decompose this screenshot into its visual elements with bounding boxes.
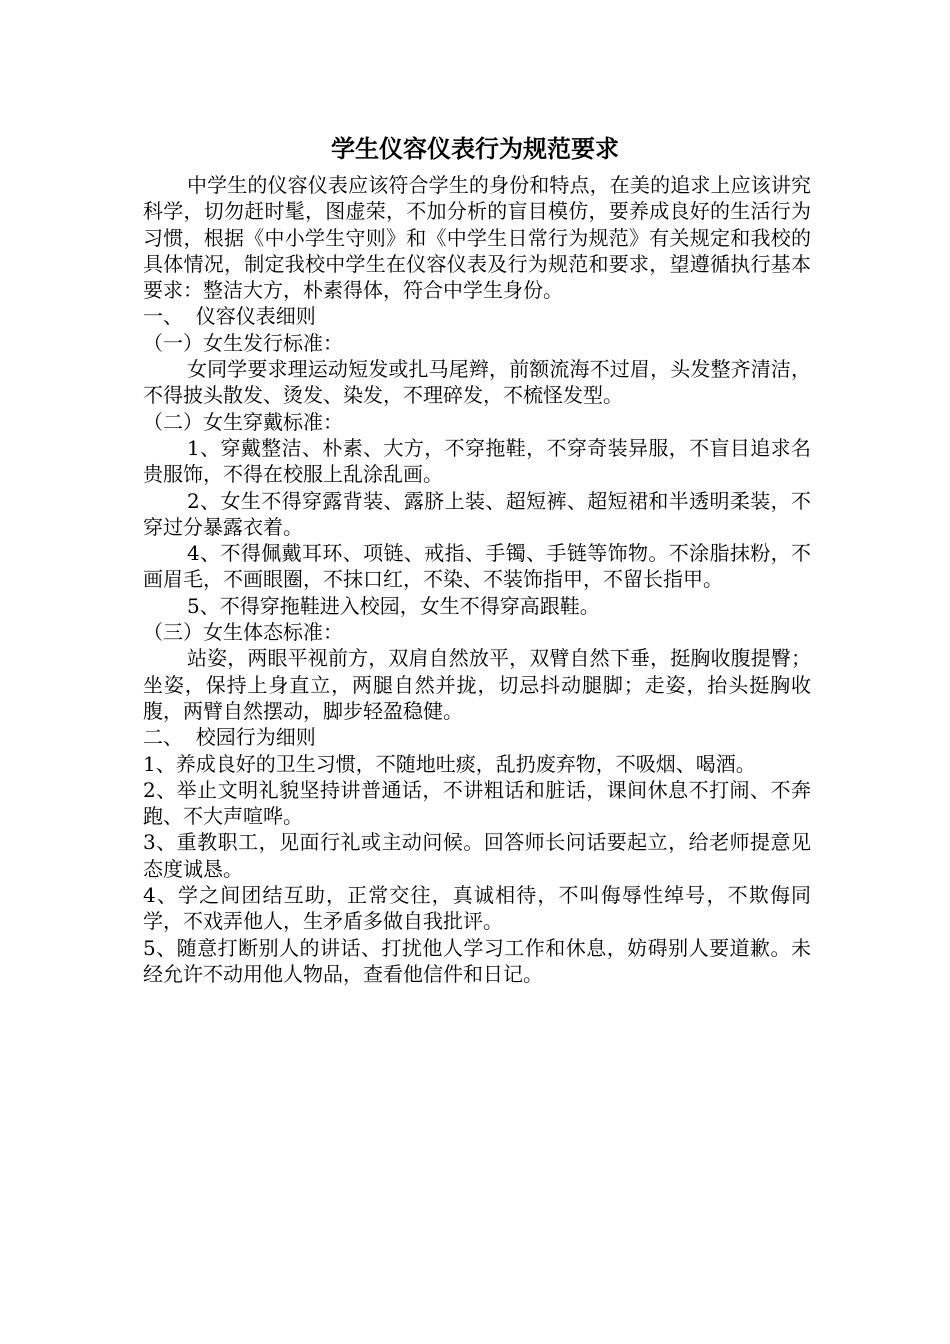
posture-standard-text: 站姿，两眼平视前方，双肩自然放平，双臂自然下垂，挺胸收腹提臀；坐姿，保持上身直立，两腿自然并拢，切忌抖动腿脚；走姿，抬头挺胸收腹，两臂自然摆动，脚步轻盈稳健。: [143, 646, 811, 723]
dress-item: 5、不得穿拖鞋进入校园，女生不得穿高跟鞋。: [187, 593, 600, 618]
section1-heading: 一、 仪容仪表细则: [143, 304, 316, 329]
hair-standard-heading: （一）女生发行标准：: [143, 330, 343, 355]
campus-rule-item: 1、养成良好的卫生习惯，不随地吐痰，乱扔废弃物，不吸烟、喝酒。: [143, 751, 756, 776]
posture-standard-heading: （三）女生体态标准：: [143, 620, 343, 645]
document-body: [143, 172, 811, 987]
campus-rule-item: 5、随意打断别人的讲话、打扰他人学习工作和休息，妨碍别人要道歉。未经允许不动用他人物品，查看他信件和日记。: [143, 935, 811, 986]
campus-rule-item: 4、学之间团结互助，正常交往，真诚相待，不叫侮辱性绰号，不欺侮同学，不戏弄他人，生矛盾多做自我批评。: [143, 883, 811, 934]
document-title: 学生仪容仪表行为规范要求: [331, 135, 619, 163]
intro-paragraph: 中学生的仪容仪表应该符合学生的身份和特点，在美的追求上应该讲究科学，切勿赶时髦，图虚荣，不加分析的盲目模仿，要养成良好的生活行为习惯，根据《中小学生守则》和《中学生日常行为规范》有关规定和我校的具体情况，制定我校中学生在仪容仪表及行为规范和要求，望遵循执行基本要求：整洁大方，朴素得体，符合中学生身份。: [143, 173, 811, 303]
dress-standard-heading: （二）女生穿戴标准：: [143, 409, 343, 434]
section2-heading: 二、 校园行为细则: [143, 725, 316, 750]
hair-standard-text: 女同学要求理运动短发或扎马尾辫，前额流海不过眉，头发整齐清洁，不得披头散发、烫发、染发，不理碎发，不梳怪发型。: [143, 357, 811, 408]
dress-item: 2、女生不得穿露背装、露脐上装、超短裤、超短裙和半透明柔装，不穿过分暴露衣着。: [143, 488, 811, 539]
campus-rule-item: 2、举止文明礼貌坚持讲普通话，不讲粗话和脏话，课间休息不打闹、不奔跑、不大声喧哗。: [143, 777, 811, 829]
dress-item: 1、穿戴整洁、朴素、大方，不穿拖鞋，不穿奇装异服，不盲目追求名贵服饰，不得在校服上乱涂乱画。: [143, 435, 811, 487]
dress-item: 4、不得佩戴耳环、项链、戒指、手镯、手链等饰物。不涂脂抹粉，不画眉毛，不画眼圈，不抹口红，不染、不装饰指甲，不留长指甲。: [143, 541, 811, 592]
campus-rule-item: 3、重教职工，见面行礼或主动问候。回答师长问话要起立，给老师提意见态度诚恳。: [143, 830, 811, 881]
